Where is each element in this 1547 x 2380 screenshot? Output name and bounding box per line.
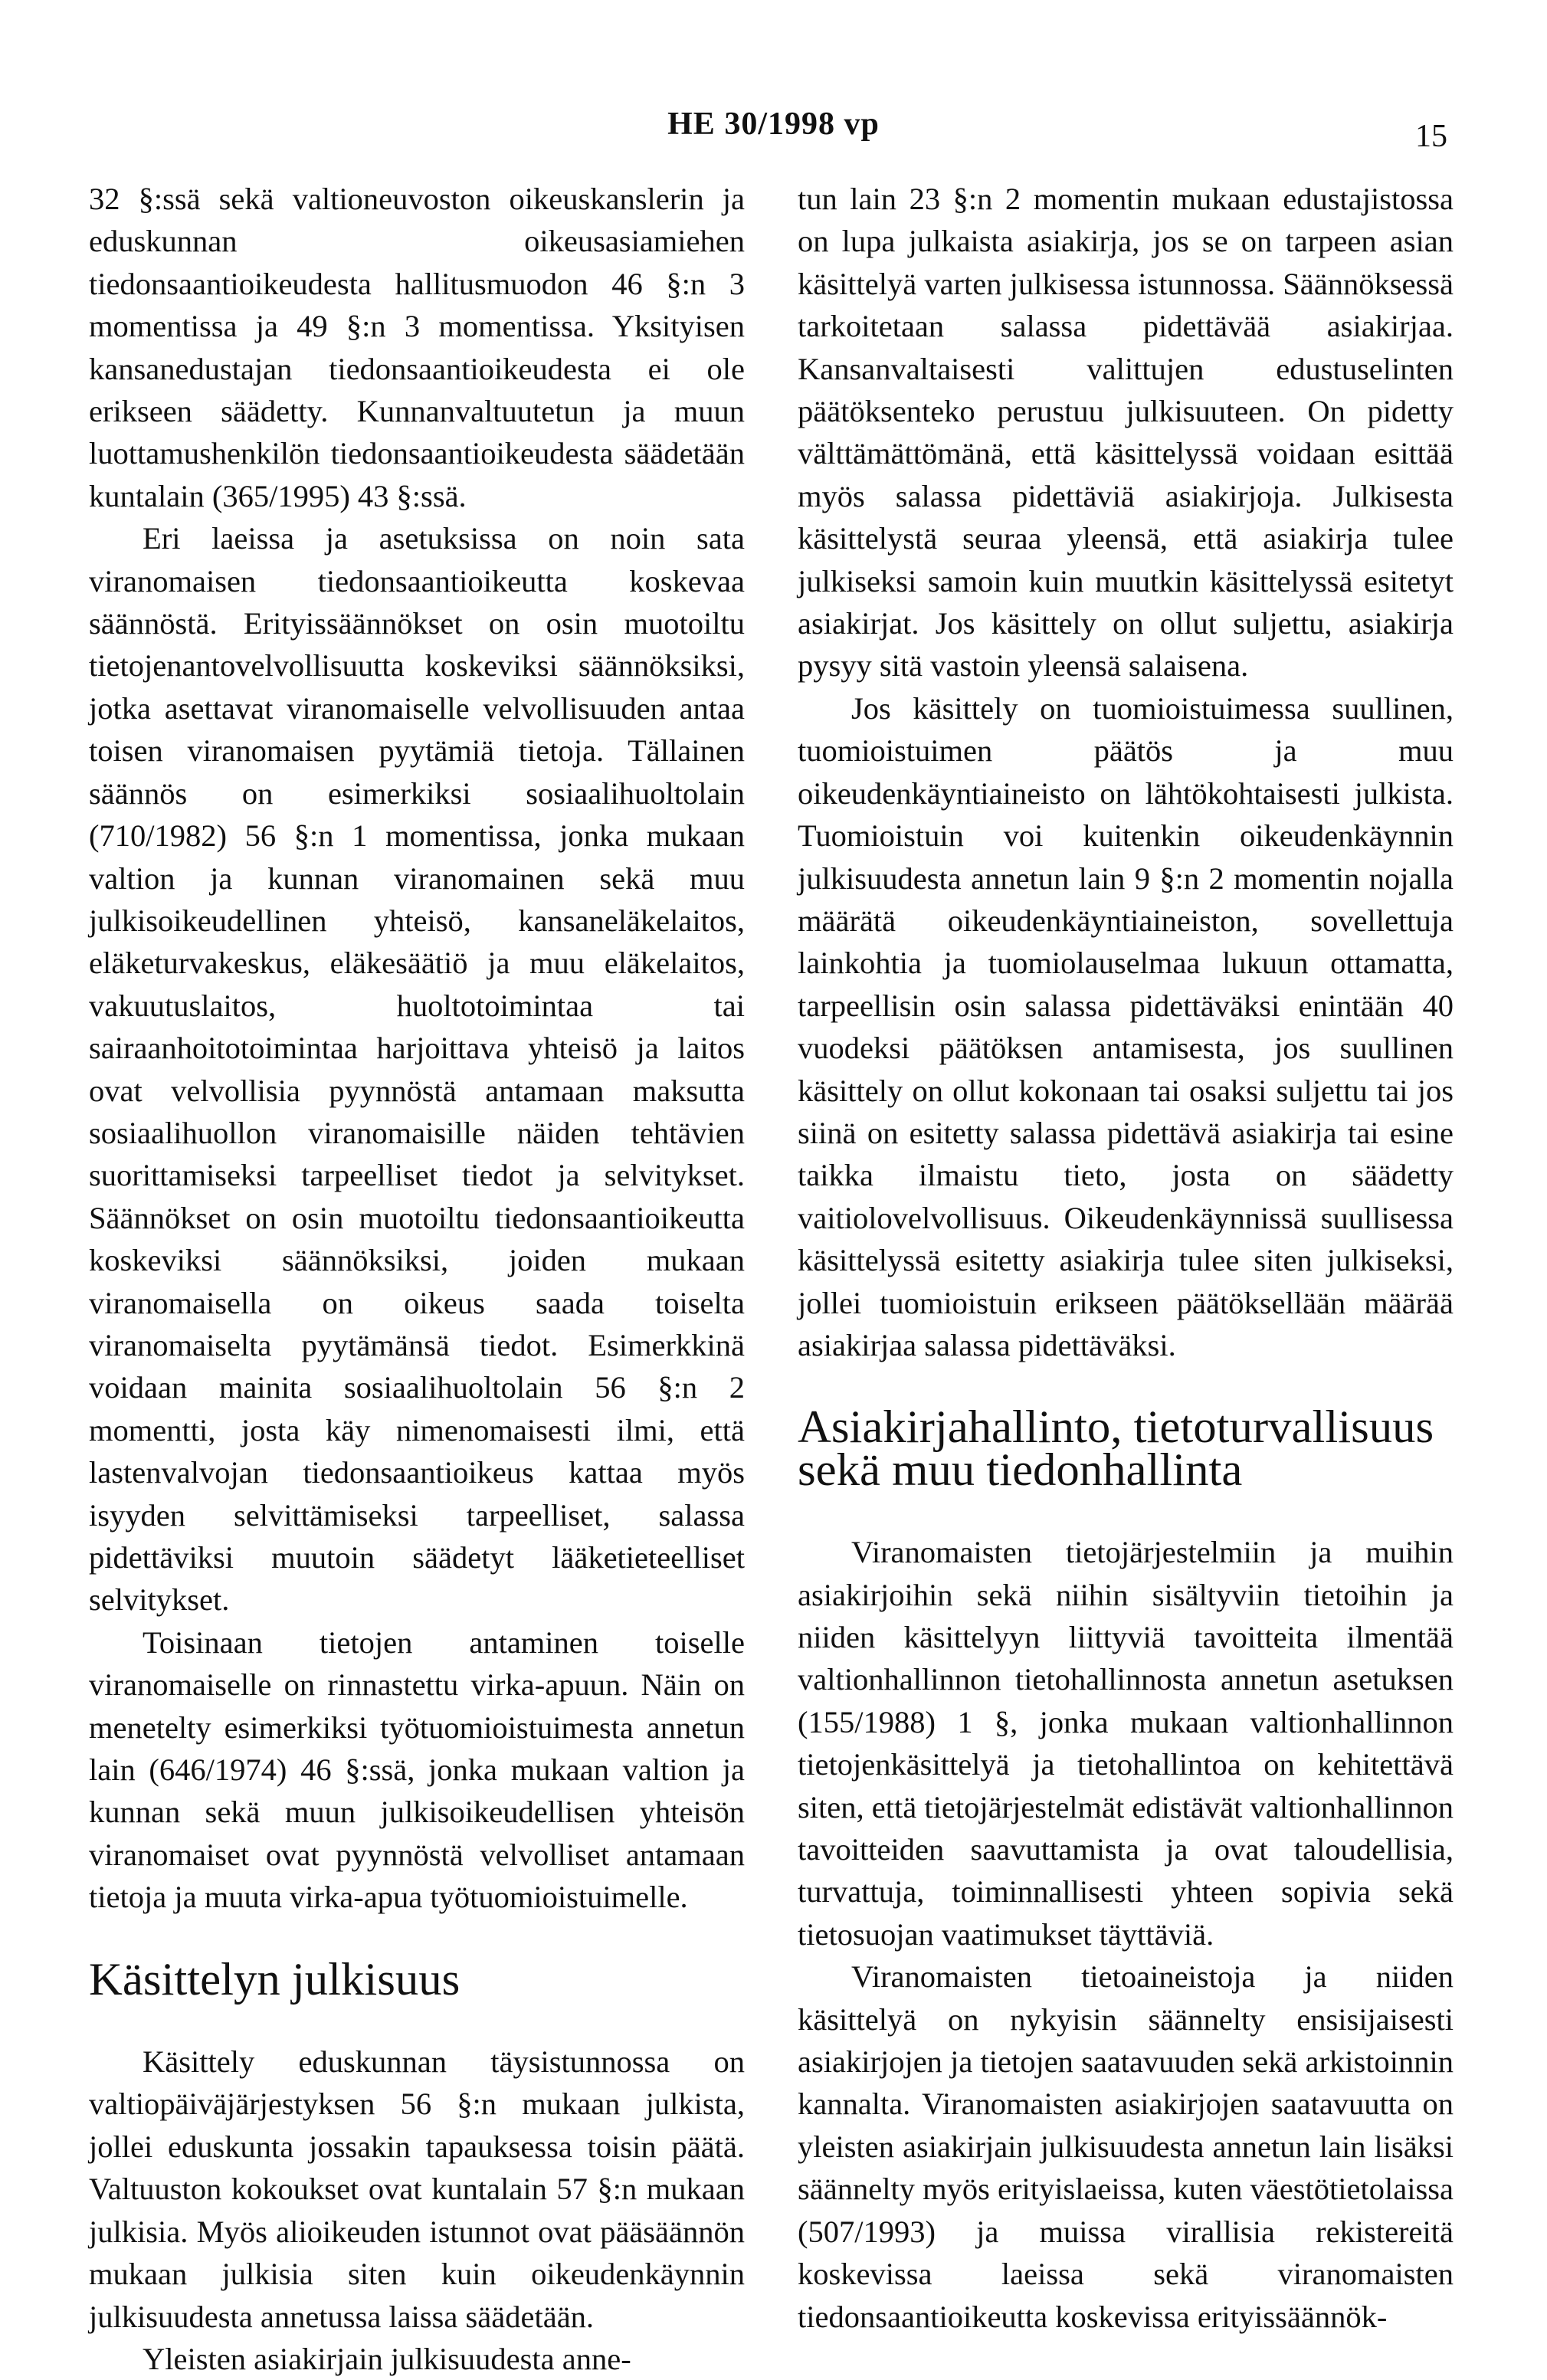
paragraph: Jos käsittely on tuomioistuimessa suullinen, tuomioistuimen päätös ja muu oikeudenkäyntiaineisto on lähtökohtaisesti julkista. Tuomioistuin voi kuitenkin oikeudenkäynnin julkisuudesta annetun lain 9 §:n 2 momentin nojalla määrätä oikeudenkäyntiaineiston, sovellettuja lainkohtia ja tuomiolauselmaa lukuun ottamatta, tarpeellisin osin salassa pidettäväksi enintään 40 vuodeksi päätöksen antamisesta, jos suullinen käsittely on ollut kokonaan tai osaksi suljettu tai jos siinä on esitetty salassa pidettävä asiakirja tai esine taikka ilmaistu tieto, josta on säädetty vaitiolovelvollisuus. Oikeudenkäynnissä suullisessa käsittelyssä esitetty asiakirja tulee siten julkiseksi, jollei tuomioistuin erikseen päätöksellään määrää asiakirjaa salassa pidettäväksi. bbox=[798, 690, 1454, 1362]
paragraph: tun lain 23 §:n 2 momentin mukaan edustajistossa on lupa julkaista asiakirja, jos se on tarpeen asian käsittelyä varten julkisessa istunnossa. Säännöksessä tarkoitetaan salassa pidettävää asiakirjaa. Kansanvaltaisesti valittujen edustuselinten päätöksenteko perustuu julkisuuteen. On pidetty välttämättömänä, että käsittelyssä voidaan esittää myös salassa pidettäviä asiakirjoja. Julkisesta käsittelystä seuraa yleensä, että asiakirja tulee julkiseksi samoin kuin muutkin käsittelyssä esitetyt asiakirjat. Jos käsittely on ollut suljettu, asiakirja pysyy sitä vastoin yleensä salaisena. bbox=[798, 182, 1454, 684]
paragraph: Viranomaisten tietoaineistoja ja niiden käsittelyä on nykyisin säännelty ensisijaisesti asiakirjojen ja tietojen saatavuuden sekä arkistoinnin kannalta. Viranomaisten asiakirjojen saatavuutta on yleisten asiakirjain julkisuudesta annetun lain lisäksi säännelty myös erityislaeissa, kuten väestötietolaissa (507/1993) ja muissa virallisia rekistereitä koskevissa laeissa sekä viranomaisten tiedonsaantioikeutta koskevissa erityissäännök- bbox=[798, 1959, 1454, 2334]
left-column bbox=[89, 178, 745, 2380]
running-head: HE 30/1998 vp bbox=[667, 107, 880, 142]
page-header bbox=[0, 106, 1547, 152]
paragraph: 32 §:ssä sekä valtioneuvoston oikeuskanslerin ja eduskunnan oikeusasiamiehen tiedonsaantioikeudesta hallitusmuodon 46 §:n 3 momentissa ja 49 §:n 3 momentissa. Yksityisen kansanedustajan tiedonsaantioikeudesta ei ole erikseen säädetty. Kunnanvaltuutetun ja muun luottamushenkilön tiedonsaantioikeudesta säädetään kuntalain (365/1995) 43 §:ssä. bbox=[89, 182, 745, 513]
paragraph: Käsittely eduskunnan täysistunnossa on valtiopäiväjärjestyksen 56 §:n mukaan julkista, jollei eduskunta jossakin tapauksessa toisin päätä. Valtuuston kokoukset ovat kuntalain 57 §:n mukaan julkisia. Myös alioikeuden istunnot ovat pääsäännön mukaan julkisia siten kuin oikeudenkäynnin julkisuudesta annetussa laissa säädetään. bbox=[89, 2044, 745, 2334]
paragraph: Eri laeissa ja asetuksissa on noin sata viranomaisen tiedonsaantioikeutta koskevaa säännöstä. Erityissäännökset on osin muotoiltu tietojenantovelvollisuutta koskeviksi säännöksiksi, jotka asettavat viranomaiselle velvollisuuden antaa toisen viranomaisen pyytämiä tietoja. Tällainen säännös on esimerkiksi sosiaalihuoltolain (710/1982) 56 §:n 1 momentissa, jonka mukaan valtion ja kunnan viranomainen sekä muu julkisoikeudellinen yhteisö, kansaneläkelaitos, eläketurvakeskus, eläkesäätiö ja muu eläkelaitos, vakuutuslaitos, huoltotoimintaa tai sairaanhoitotoimintaa harjoittava yhteisö ja laitos ovat velvollisia pyynnöstä antamaan maksutta sosiaalihuollon viranomaisille näiden tehtävien suorittamiseksi tarpeelliset tiedot ja selvitykset. Säännökset on osin muotoiltu tiedonsaantioikeutta koskeviksi säännöksiksi, joiden mukaan viranomaisella on oikeus saada toiselta viranomaiselta pyytämänsä tiedot. Esimerkkinä voidaan mainita sosiaalihuoltolain 56 §:n 2 momentti, josta käy nimenomaisesti ilmi, että lastenvalvojan tiedonsaantioikeus kattaa myös isyyden selvittämiseksi tarpeelliset, salassa pidettäviksi muutoin säädetyt lääketieteelliset selvitykset. bbox=[89, 521, 745, 1618]
right-column bbox=[798, 178, 1454, 2338]
section-heading: Käsittelyn julkisuus bbox=[89, 1953, 460, 2005]
paragraph: Viranomaisten tietojärjestelmiin ja muihin asiakirjoihin sekä niihin sisältyviin tietoihin ja niiden käsittelyyn liittyviä tavoitteita ilmentää valtionhallinnon tietohallinnosta annetun asetuksen (155/1988) 1 §, jonka mukaan valtionhallinnon tietojenkäsittelyä ja tietohallintoa on kehitettävä siten, että tietojärjestelmät edistävät valtionhallinnon tavoitteiden saavuttamista ja ovat taloudellisia, turvattuja, toiminnallisesti yhteen sopivia sekä tietosuojan vaatimukset täyttäviä. bbox=[798, 1535, 1454, 1952]
page-number: 15 bbox=[1415, 119, 1447, 154]
paragraph: Toisinaan tietojen antaminen toiselle viranomaiselle on rinnastettu virka-apuun. Näin on menetelty esimerkiksi työtuomioistuimesta annetun lain (646/1974) 46 §:ssä, jonka mukaan valtion ja kunnan sekä muun julkisoikeudellisen yhteisön viranomaiset ovat pyynnöstä velvolliset antamaan tietoja ja muuta virka-apua työtuomioistuimelle. bbox=[89, 1624, 745, 1915]
paragraph: Yleisten asiakirjain julkisuudesta anne- bbox=[143, 2341, 631, 2376]
section-heading: Asiakirjahallinto, tietoturvallisuus sekä muu tiedonhallinta bbox=[798, 1401, 1434, 1496]
